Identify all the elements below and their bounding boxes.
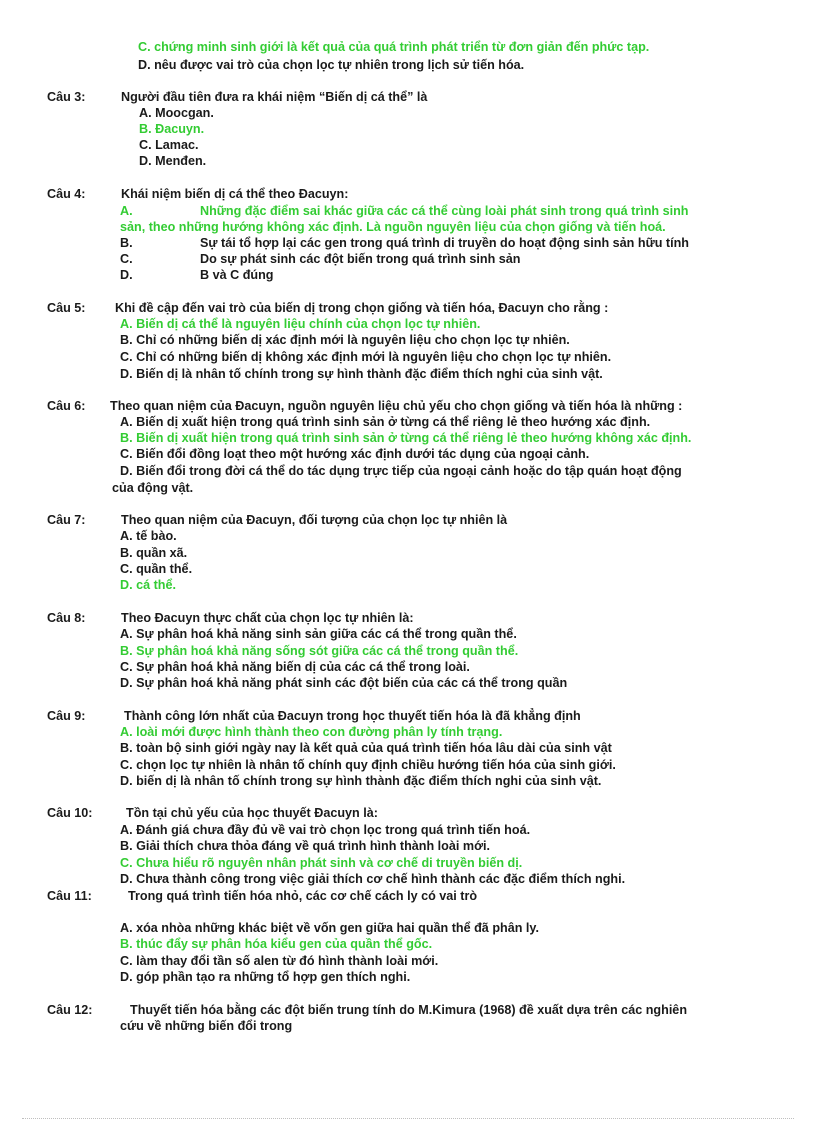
q7-stem: Theo quan niệm của Đacuyn, đối tượng của chọn lọc tự nhiên là	[121, 513, 508, 527]
q10-stem: Tồn tại chủ yếu của học thuyết Đacuyn là:	[126, 806, 378, 820]
q3-option-c: C. Lamac.	[139, 138, 199, 152]
q4-option-b-label: B.	[120, 236, 133, 250]
q9-number: Câu 9:	[47, 709, 86, 723]
q4-option-c-label: C.	[120, 252, 133, 266]
q6-option-b: B. Biến dị xuất hiện trong quá trình sinh sản ở từng cá thể riêng lẻ theo hướng không xác định.	[120, 431, 692, 445]
page-break-divider	[22, 1118, 794, 1119]
q10-option-c: C. Chưa hiểu rõ nguyên nhân phát sinh và cơ chế di truyền biến dị.	[120, 856, 523, 870]
q3-number: Câu 3:	[47, 90, 86, 104]
q11-option-d: D. góp phần tạo ra những tổ hợp gen thích nghi.	[120, 970, 411, 984]
q5-number: Câu 5:	[47, 301, 86, 315]
q9-stem: Thành công lớn nhất của Đacuyn trong học thuyết tiến hóa là đã khẳng định	[124, 709, 581, 723]
q5-option-b: B. Chỉ có những biến dị xác định mới là nguyên liệu cho chọn lọc tự nhiên.	[120, 333, 570, 347]
q4-option-d-label: D.	[120, 268, 133, 282]
q8-option-b: B. Sự phân hoá khả năng sống sót giữa các cá thể trong quần thể.	[120, 644, 519, 658]
q4-option-c-text: Do sự phát sinh các đột biến trong quá trình sinh sản	[200, 252, 521, 266]
q3-option-a: A. Moocgan.	[139, 106, 214, 120]
q8-number: Câu 8:	[47, 611, 86, 625]
q7-option-c: C. quần thể.	[120, 562, 193, 576]
q12-number: Câu 12:	[47, 1003, 93, 1017]
q10-number: Câu 10:	[47, 806, 93, 820]
q9-option-a: A. loài mới được hình thành theo con đường phân ly tính trạng.	[120, 725, 503, 739]
q12-stem-line2: cứu về những biến đổi trong	[120, 1019, 293, 1033]
prev-option-c: C. chứng minh sinh giới là kết quả của quá trình phát triển từ đơn giản đến phức tạp.	[138, 40, 650, 54]
q9-option-c: C. chọn lọc tự nhiên là nhân tố chính quy định chiều hướng tiến hóa của sinh giới.	[120, 758, 616, 772]
q4-option-d-text: B và C đúng	[200, 268, 274, 282]
q9-option-d: D. biến dị là nhân tố chính trong sự hình thành đặc điểm thích nghi của sinh vật.	[120, 774, 602, 788]
q11-option-b: B. thúc đẩy sự phân hóa kiểu gen của quần thể gốc.	[120, 937, 433, 951]
q6-option-c: C. Biến đổi đồng loạt theo một hướng xác định dưới tác dụng của ngoại cảnh.	[120, 447, 590, 461]
q7-option-b: B. quần xã.	[120, 546, 188, 560]
q10-option-d: D. Chưa thành công trong việc giải thích cơ chế hình thành các đặc điểm thích nghi.	[120, 872, 626, 886]
q5-option-d: D. Biến dị là nhân tố chính trong sự hình thành đặc điểm thích nghi của sinh vật.	[120, 367, 603, 381]
q4-option-a-line2: sản, theo những hướng không xác định. Là nguồn nguyên liệu của chọn giống và tiến hoá.	[120, 220, 666, 234]
q10-option-b: B. Giải thích chưa thỏa đáng về quá trình hình thành loài mới.	[120, 839, 491, 853]
q8-stem: Theo Đacuyn thực chất của chọn lọc tự nhiên là:	[121, 611, 414, 625]
q3-option-b: B. Đacuyn.	[139, 122, 205, 136]
q4-option-a-label: A.	[120, 204, 133, 218]
prev-option-d: D. nêu được vai trò của chọn lọc tự nhiên trong lịch sử tiến hóa.	[138, 58, 525, 72]
q7-number: Câu 7:	[47, 513, 86, 527]
q5-option-c: C. Chỉ có những biến dị không xác định mới là nguyên liệu cho chọn lọc tự nhiên.	[120, 350, 612, 364]
q12-stem-line1: Thuyết tiến hóa bằng các đột biến trung tính do M.Kimura (1968) đề xuất dựa trên các nghiên	[130, 1003, 688, 1017]
q8-option-a: A. Sự phân hoá khả năng sinh sản giữa các cá thể trong quần thể.	[120, 627, 517, 641]
q3-option-d: D. Menđen.	[139, 154, 207, 168]
q4-stem: Khái niệm biến dị cá thể theo Đacuyn:	[121, 187, 349, 201]
q3-stem: Người đầu tiên đưa ra khái niệm “Biến dị cá thể” là	[121, 90, 428, 104]
q6-number: Câu 6:	[47, 399, 86, 413]
q5-stem: Khi đề cập đến vai trò của biến dị trong chọn giống và tiến hóa, Đacuyn cho rằng :	[115, 301, 609, 315]
q9-option-b: B. toàn bộ sinh giới ngày nay là kết quả của quá trình tiến hóa lâu dài của sinh vật	[120, 741, 612, 755]
q6-option-d-line1: D. Biến đổi trong đời cá thể do tác dụng trực tiếp của ngoại cảnh hoặc do tập quán hoạt động	[120, 464, 682, 478]
q10-option-a: A. Đánh giá chưa đầy đủ về vai trò chọn lọc trong quá trình tiến hoá.	[120, 823, 531, 837]
q4-option-b-text: Sự tái tổ hợp lại các gen trong quá trình di truyền do hoạt động sinh sản hữu tính	[200, 236, 689, 250]
q11-option-c: C. làm thay đổi tần số alen từ đó hình thành loài mới.	[120, 954, 439, 968]
q6-stem: Theo quan niệm của Đacuyn, nguồn nguyên liệu chủ yếu cho chọn giống và tiến hóa là những :	[110, 399, 683, 413]
q7-option-a: A. tế bào.	[120, 529, 177, 543]
q11-number: Câu 11:	[47, 889, 92, 903]
q11-option-a: A. xóa nhòa những khác biệt về vốn gen giữa hai quần thể đã phân ly.	[120, 921, 539, 935]
q4-number: Câu 4:	[47, 187, 86, 201]
q8-option-c: C. Sự phân hoá khả năng biến dị của các cá thể trong loài.	[120, 660, 470, 674]
q7-option-d: D. cá thể.	[120, 578, 176, 592]
q6-option-a: A. Biến dị xuất hiện trong quá trình sinh sản ở từng cá thể riêng lẻ theo hướng xác định.	[120, 415, 651, 429]
q8-option-d: D. Sự phân hoá khả năng phát sinh các đột biến của các cá thể trong quần	[120, 676, 568, 690]
q5-option-a: A. Biến dị cá thể là nguyên liệu chính của chọn lọc tự nhiên.	[120, 317, 481, 331]
q11-stem: Trong quá trình tiến hóa nhỏ, các cơ chế cách ly có vai trò	[128, 889, 478, 903]
q4-option-a-line1: Những đặc điểm sai khác giữa các cá thể cùng loài phát sinh trong quá trình sinh	[200, 204, 689, 218]
q6-option-d-line2: của động vật.	[112, 481, 194, 495]
